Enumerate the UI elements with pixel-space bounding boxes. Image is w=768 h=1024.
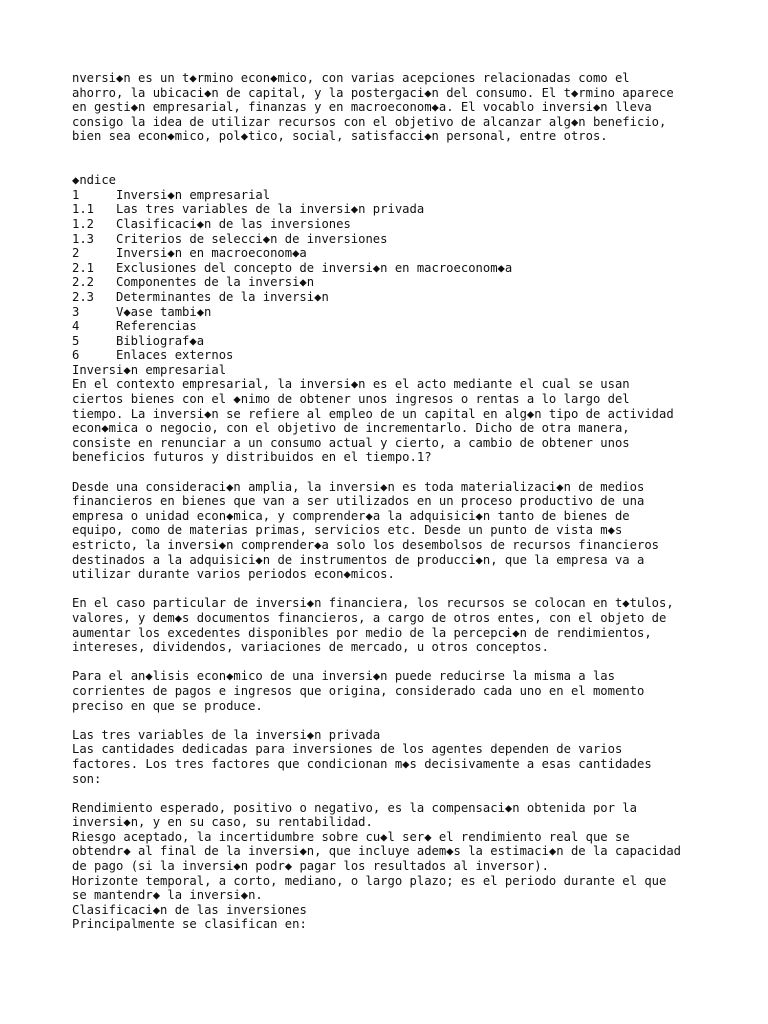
toc-item (72, 290, 732, 305)
toc-title: ◆ndice (72, 173, 117, 188)
table-of-contents (72, 173, 732, 363)
text-line: Riesgo aceptado, la incertidumbre sobre cu◆l ser◆ el rendimiento real que se (72, 829, 630, 844)
toc-item (72, 305, 732, 320)
toc-label: Determinantes de la inversi◆n (116, 289, 329, 304)
text-line: valores, y dem◆s documentos financieros, a cargo de otros entes, con el objeto de (72, 610, 667, 625)
text-line: En el caso particular de inversi◆n financiera, los recursos se colocan en t◆tulos, (72, 596, 674, 611)
toc-item (72, 246, 732, 261)
toc-item (72, 261, 732, 276)
text-line: En el contexto empresarial, la inversi◆n es el acto mediante el cual se usan (72, 377, 630, 392)
text-line: beneficios futuros y distribuidos en el tiempo.1? (72, 450, 432, 465)
toc-item (72, 232, 732, 247)
text-line: de pago (si la inversi◆n podr◆ pagar los resultados al inversor). (72, 859, 549, 874)
section-heading: Inversi◆n empresarial (72, 362, 227, 377)
document-body (72, 71, 732, 932)
text-line: Para el an◆lisis econ◆mico de una inversi◆n puede reducirse la misma a las (72, 669, 615, 684)
text-line: se mantendr◆ la inversi◆n. (72, 888, 263, 903)
toc-item (72, 319, 732, 334)
text-line: corrientes de pagos e ingresos que origina, considerado cada uno en el momento (72, 683, 645, 698)
toc-item (72, 275, 732, 290)
paragraph (72, 480, 732, 582)
toc-number: 1.2 (72, 216, 95, 231)
text-line: utilizar durante varios periodos econ◆micos. (72, 567, 395, 582)
toc-label: Inversi◆n empresarial (116, 187, 271, 202)
text-line: bien sea econ◆mico, pol◆tico, social, satisfacci◆n personal, entre otros. (72, 129, 608, 144)
section-inversion-empresarial (72, 363, 732, 713)
paragraph (72, 596, 732, 654)
text-line: empresa o unidad econ◆mica, y comprender◆a la adquisici◆n tanto de bienes de (72, 508, 630, 523)
text-line: ciertos bienes con el ◆nimo de obtener unos ingresos o rentas a lo largo del (72, 392, 630, 407)
text-line: nversi◆n es un t◆rmino econ◆mico, con varias acepciones relacionadas como el (72, 71, 630, 85)
text-line: ahorro, la ubicaci◆n de capital, y la postergaci◆n del consumo. El t◆rmino aparece (72, 85, 674, 100)
intro-paragraph (72, 71, 732, 144)
text-line: equipo, como de materias primas, servicios etc. Desde un punto de vista m◆s (72, 523, 623, 538)
section-heading: Las tres variables de la inversi◆n privada (72, 727, 381, 742)
toc-number: 2.1 (72, 260, 95, 275)
toc-number: 2 (72, 246, 80, 261)
section-heading: Clasificaci◆n de las inversiones (72, 902, 307, 917)
toc-item (72, 334, 732, 349)
toc-item (72, 188, 732, 203)
text-line: factores. Los tres factores que condicionan m◆s decisivamente a esas cantidades (72, 756, 652, 771)
text-line: Principalmente se clasifican en: (72, 917, 307, 932)
toc-number: 1 (72, 187, 80, 202)
text-line: consigo la idea de utilizar recursos con el objetivo de alcanzar alg◆n beneficio, (72, 114, 667, 129)
toc-label: Exclusiones del concepto de inversi◆n en macroeconom◆a (116, 260, 513, 275)
toc-number: 5 (72, 333, 80, 348)
toc-item (72, 217, 732, 232)
toc-item (72, 202, 732, 217)
text-line: preciso en que se produce. (72, 698, 263, 713)
text-line: en gesti◆n empresarial, finanzas y en macroeconom◆a. El vocablo inversi◆n lleva (72, 100, 652, 115)
text-line: Rendimiento esperado, positivo o negativo, es la compensaci◆n obtenida por la (72, 800, 637, 815)
toc-label: Criterios de selecci◆n de inversiones (116, 231, 388, 246)
toc-label: Componentes de la inversi◆n (116, 275, 315, 290)
section-clasificacion (72, 903, 732, 932)
text-line: Horizonte temporal, a corto, mediano, o largo plazo; es el periodo durante el que (72, 873, 667, 888)
text-line: consiste en renunciar a un consumo actual y cierto, a cambio de obtener unos (72, 435, 630, 450)
toc-number: 2.3 (72, 289, 95, 304)
toc-label: Inversi◆n en macroeconom◆a (116, 246, 307, 261)
text-line: intereses, dividendos, variaciones de mercado, u otros conceptos. (72, 640, 549, 655)
text-line: financieros en bienes que van a ser utilizados en un proceso productivo de una (72, 494, 645, 509)
toc-number: 6 (72, 348, 80, 363)
toc-number: 1.3 (72, 231, 95, 246)
text-line: destinados a la adquisici◆n de instrumentos de producci◆n, que la empresa va a (72, 552, 645, 567)
paragraph (72, 669, 732, 713)
toc-label: Las tres variables de la inversi◆n privada (116, 202, 425, 217)
text-line: aumentar los excedentes disponibles por medio de la percepci◆n de rendimientos, (72, 625, 652, 640)
text-line: inversi◆n, y en su caso, su rentabilidad. (72, 815, 373, 830)
toc-label: Bibliograf◆a (116, 333, 205, 348)
paragraph (72, 377, 732, 465)
text-line: tiempo. La inversi◆n se refiere al empleo de un capital en alg◆n tipo de actividad (72, 406, 674, 421)
text-line: econ◆mica o negocio, con el objetivo de incrementarlo. Dicho de otra manera, (72, 421, 630, 436)
paragraph (72, 801, 732, 903)
toc-label: V◆ase tambi◆n (116, 304, 212, 319)
toc-number: 4 (72, 319, 80, 334)
text-line: obtendr◆ al final de la inversi◆n, que incluye adem◆s la estimaci◆n de la capacidad (72, 844, 682, 859)
toc-label: Clasificaci◆n de las inversiones (116, 216, 351, 231)
text-line: Las cantidades dedicadas para inversiones de los agentes dependen de varios (72, 742, 623, 757)
toc-number: 2.2 (72, 275, 95, 290)
toc-number: 3 (72, 304, 80, 319)
toc-label: Referencias (116, 319, 197, 334)
toc-number: 1.1 (72, 202, 95, 217)
paragraph (72, 742, 732, 786)
text-line: Desde una consideraci◆n amplia, la inversi◆n es toda materializaci◆n de medios (72, 479, 645, 494)
toc-label: Enlaces externos (116, 348, 234, 363)
text-line: son: (72, 771, 102, 786)
text-line: estricto, la inversi◆n comprender◆a solo los desembolsos de recursos financieros (72, 538, 659, 552)
toc-item (72, 348, 732, 363)
section-tres-variables (72, 728, 732, 903)
